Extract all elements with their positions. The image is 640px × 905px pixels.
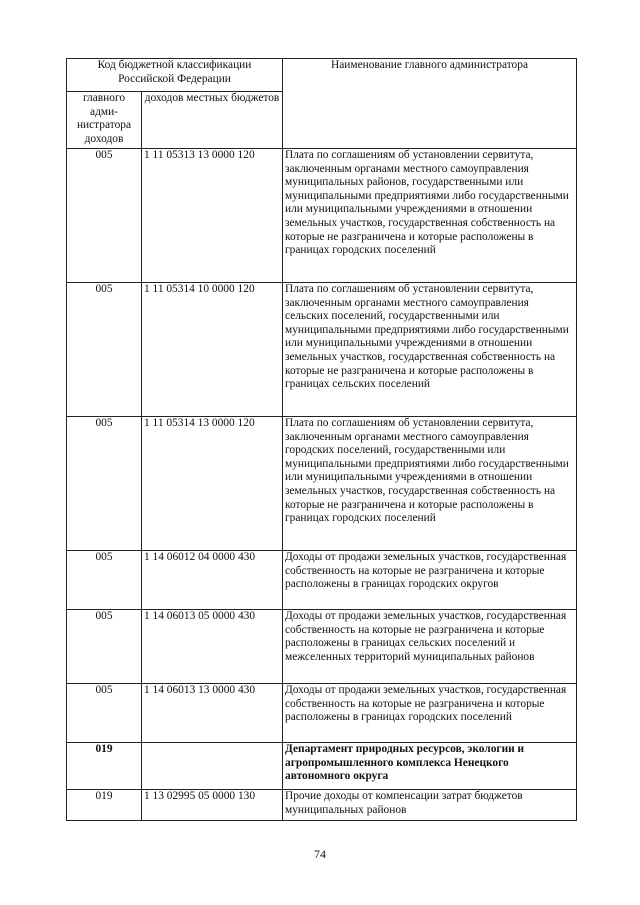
name-cell: Доходы от продажи земельных участков, государственная собственность на которые не разграничена и которые расположены в границах сельских поселений и межселенных территорий муниципальных районов — [283, 610, 577, 684]
page-number: 74 — [314, 847, 326, 861]
admin-code-cell: 005 — [67, 551, 142, 610]
table-row — [67, 790, 577, 821]
header-group-title: Код бюджетной классификации Российской Федерации — [67, 59, 283, 92]
table-row — [67, 551, 577, 610]
table-row — [67, 149, 577, 283]
revenue-code-cell: 1 11 05313 13 0000 120 — [142, 149, 283, 283]
name-cell: Плата по соглашениям об установлении сервитута, заключенным органами местного самоуправления сельских поселений, государственными или муниципальными предприятиями либо государственными или муниципальными учреждениями в отношении земельных участков, государственная собственность на которые не разграничена и которые расположены в границах сельских поселений — [283, 283, 577, 417]
header-revenue-column: доходов местных бюджетов — [142, 92, 283, 149]
table-row — [67, 610, 577, 684]
revenue-code-cell: 1 11 05314 13 0000 120 — [142, 417, 283, 551]
admin-code-cell: 005 — [67, 283, 142, 417]
table-row — [67, 417, 577, 551]
header-admin-column: главного адми-нистратора доходов — [67, 92, 142, 149]
header-name-column: Наименование главного администратора — [283, 59, 577, 149]
name-cell: Плата по соглашениям об установлении сервитута, заключенным органами местного самоуправления муниципальных районов, государственными или муниципальными предприятиями либо государственными или муниципальными учреждениями в отношении земельных участков, государственная собственность на которые не разграничена и которые расположены в границах городских поселений — [283, 149, 577, 283]
admin-code-cell: 005 — [67, 684, 142, 743]
table-body — [67, 59, 577, 821]
table-row — [67, 684, 577, 743]
admin-code-cell: 005 — [67, 149, 142, 283]
admin-code-cell: 005 — [67, 417, 142, 551]
department-name-cell: Департамент природных ресурсов, экологии и агропромышленного комплекса Ненецкого автономного округа — [283, 743, 577, 790]
admin-code-cell: 019 — [67, 790, 142, 821]
budget-classification-table — [66, 58, 577, 821]
name-cell: Доходы от продажи земельных участков, государственная собственность на которые не разграничена и которые расположены в границах городских поселений — [283, 684, 577, 743]
admin-code-cell: 019 — [67, 743, 142, 790]
name-cell: Плата по соглашениям об установлении сервитута, заключенным органами местного самоуправления городских поселений, государственными или муниципальными предприятиями либо государственными или муниципальными учреждениями в отношении земельных участков, государственная собственность на которые не разграничена и которые расположены в границах городских поселений — [283, 417, 577, 551]
table-row-department — [67, 743, 577, 790]
revenue-code-cell: 1 14 06013 05 0000 430 — [142, 610, 283, 684]
revenue-code-cell — [142, 743, 283, 790]
table-row — [67, 283, 577, 417]
name-cell: Доходы от продажи земельных участков, государственная собственность на которые не разграничена и которые расположены в границах городских округов — [283, 551, 577, 610]
header-row-top — [67, 59, 577, 92]
revenue-code-cell: 1 14 06013 13 0000 430 — [142, 684, 283, 743]
revenue-code-cell: 1 13 02995 05 0000 130 — [142, 790, 283, 821]
revenue-code-cell: 1 11 05314 10 0000 120 — [142, 283, 283, 417]
admin-code-cell: 005 — [67, 610, 142, 684]
revenue-code-cell: 1 14 06012 04 0000 430 — [142, 551, 283, 610]
name-cell: Прочие доходы от компенсации затрат бюджетов муниципальных районов — [283, 790, 577, 821]
